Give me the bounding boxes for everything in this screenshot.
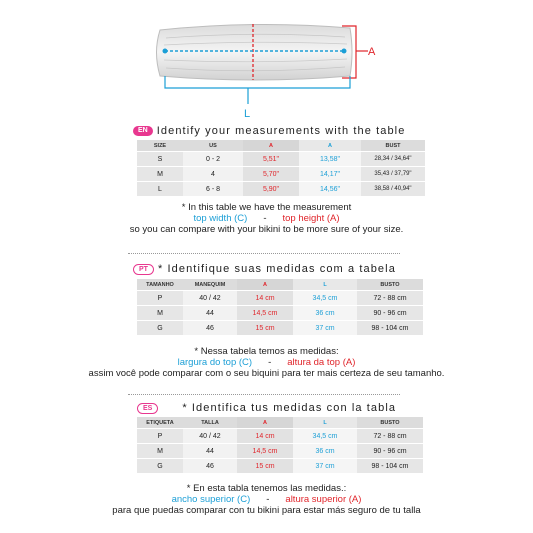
col-header: SIZE (137, 140, 183, 152)
col-header: A (237, 417, 293, 429)
es-badge: ES (137, 403, 158, 414)
width-cell: 34,5 cm (293, 291, 357, 306)
height-cell: 14 cm (237, 429, 293, 444)
col-header: TALLA (183, 417, 237, 429)
top-height-label: top height (A) (282, 213, 340, 224)
en-badge: EN (133, 126, 153, 136)
size-cell: G (137, 321, 183, 336)
col-header: A (243, 140, 299, 152)
width-cell: 14,56" (299, 182, 361, 197)
table-row (137, 459, 423, 474)
es-size-table (137, 417, 423, 474)
top-height-label: altura superior (A) (285, 494, 362, 505)
dash: - (266, 494, 270, 505)
width-cell: 37 cm (293, 321, 357, 336)
size-cell: G (137, 459, 183, 474)
pt-note-line2 (0, 358, 533, 369)
pt-heading-text: * Identifique suas medidas com a tabela (157, 263, 396, 275)
col-header: TAMANHO (137, 279, 183, 291)
mannequin-cell: 44 (183, 306, 237, 321)
en-heading (133, 124, 405, 138)
en-heading-text: Identify your measurements with the table (156, 125, 406, 137)
width-cell: 36 cm (293, 444, 357, 459)
col-header: A (299, 140, 361, 152)
col-header: BUSTO (357, 279, 423, 291)
col-header: A (237, 279, 293, 291)
us-cell: 4 (183, 167, 243, 182)
table-row (137, 306, 423, 321)
height-cell: 14,5 cm (237, 444, 293, 459)
table-row (137, 182, 425, 197)
bust-cell: 72 - 88 cm (357, 429, 423, 444)
talla-cell: 46 (183, 459, 237, 474)
height-cell: 14,5 cm (237, 306, 293, 321)
pt-note-line3: assim você pode comparar com o seu biquini para ter mais certeza de seu tamanho. (88, 368, 445, 379)
height-cell: 5,90" (243, 182, 299, 197)
top-width-label: ancho superior (C) (171, 494, 251, 505)
en-size-table (137, 140, 425, 197)
table-row (137, 152, 425, 167)
size-cell: P (137, 291, 183, 306)
height-cell: 15 cm (237, 321, 293, 336)
table-row (137, 429, 423, 444)
bust-cell: 72 - 88 cm (357, 291, 423, 306)
width-cell: 37 cm (293, 459, 357, 474)
col-header: BUSTO (357, 417, 423, 429)
us-cell: 0 - 2 (183, 152, 243, 167)
bust-cell: 98 - 104 cm (357, 459, 423, 474)
width-cell: 34,5 cm (293, 429, 357, 444)
table-row (137, 444, 423, 459)
es-note-line2 (0, 495, 533, 506)
top-width-label: top width (C) (193, 213, 248, 224)
mannequin-cell: 46 (183, 321, 237, 336)
pt-size-table (137, 279, 423, 336)
en-note-line2 (0, 214, 533, 225)
size-cell: M (137, 167, 183, 182)
table-row (137, 321, 423, 336)
table-row (137, 291, 423, 306)
bust-cell: 90 - 96 cm (357, 306, 423, 321)
height-cell: 5,51" (243, 152, 299, 167)
table-header-row (137, 279, 423, 291)
bikini-measurement-diagram (0, 0, 533, 125)
col-header: L (293, 279, 357, 291)
bikini-top-fabric (157, 24, 353, 80)
label-a: A (368, 46, 376, 58)
es-heading-text: * Identifica tus medidas con la tabla (182, 402, 397, 414)
top-height-label: altura da top (A) (287, 357, 356, 368)
width-cell: 14,17" (299, 167, 361, 182)
size-cell: S (137, 152, 183, 167)
table-header-row (137, 140, 425, 152)
us-cell: 6 - 8 (183, 182, 243, 197)
top-width-label: largura do top (C) (177, 357, 253, 368)
size-cell: M (137, 306, 183, 321)
dash: - (268, 357, 272, 368)
es-heading (137, 401, 396, 415)
col-header: ETIQUETA (137, 417, 183, 429)
col-header: BUST (361, 140, 425, 152)
divider (128, 253, 400, 254)
height-cell: 14 cm (237, 291, 293, 306)
bust-cell: 38,58 / 40,94" (361, 182, 425, 197)
table-header-row (137, 417, 423, 429)
en-note-line1: * In this table we have the measurement (181, 202, 352, 213)
label-l: L (244, 108, 251, 120)
mannequin-cell: 40 / 42 (183, 291, 237, 306)
col-header: US (183, 140, 243, 152)
bust-cell: 28,34 / 34,64" (361, 152, 425, 167)
talla-cell: 44 (183, 444, 237, 459)
width-cell: 13,58" (299, 152, 361, 167)
pt-badge: PT (133, 264, 154, 275)
width-cell: 36 cm (293, 306, 357, 321)
table-row (137, 167, 425, 182)
size-cell: M (137, 444, 183, 459)
col-header: MANEQUIM (183, 279, 237, 291)
es-note-line3: para que puedas comparar con tu bikini para estar más seguro de tu talla (112, 505, 421, 516)
col-header: L (293, 417, 357, 429)
es-note-line1: * En esta tabla tenemos las medidas.: (186, 483, 347, 494)
dash: - (263, 213, 267, 224)
bust-cell: 35,43 / 37,79" (361, 167, 425, 182)
talla-cell: 40 / 42 (183, 429, 237, 444)
height-cell: 15 cm (237, 459, 293, 474)
bust-cell: 98 - 104 cm (357, 321, 423, 336)
en-note-line3: so you can compare with your bikini to be more sure of your size. (129, 224, 404, 235)
divider (128, 394, 400, 395)
size-cell: L (137, 182, 183, 197)
pt-heading (133, 262, 396, 276)
pt-note-line1: * Nessa tabela temos as medidas: (194, 346, 339, 357)
height-cell: 5,70" (243, 167, 299, 182)
bust-cell: 90 - 96 cm (357, 444, 423, 459)
size-cell: P (137, 429, 183, 444)
